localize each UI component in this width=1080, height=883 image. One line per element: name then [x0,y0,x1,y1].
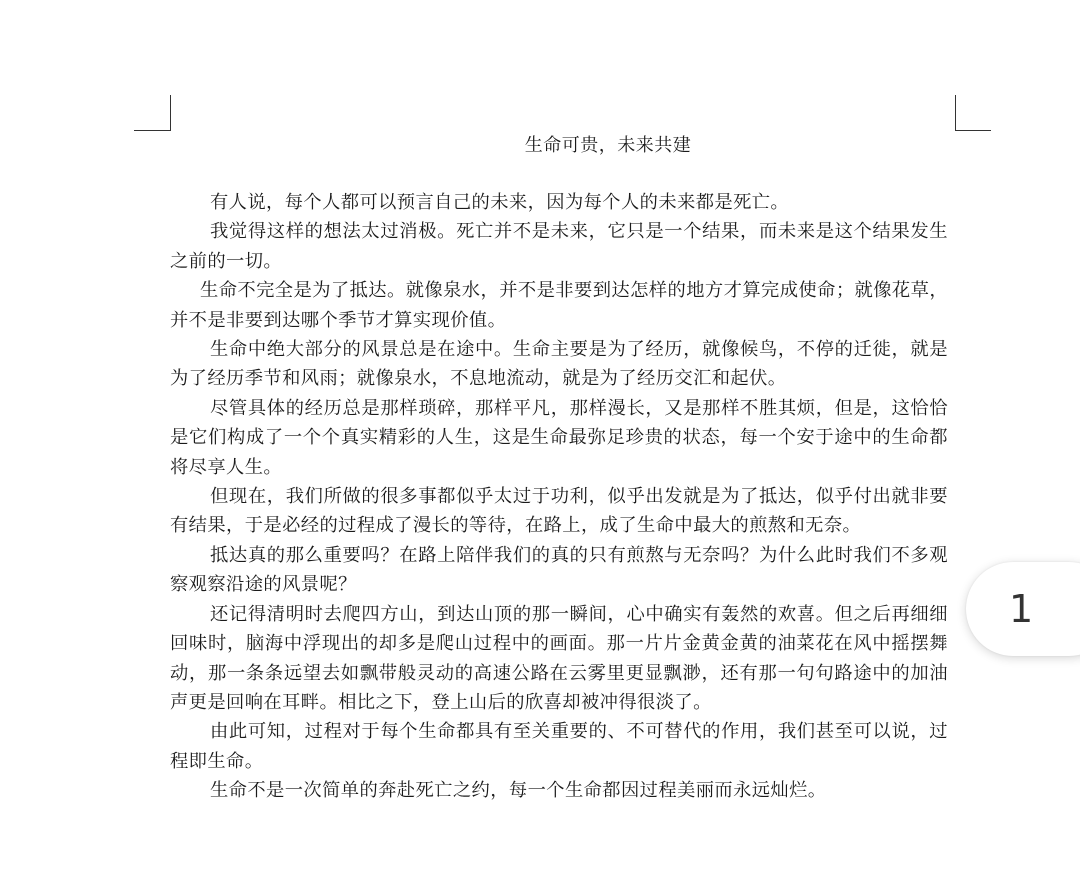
crop-mark-top-right [955,95,991,131]
paragraph: 但现在，我们所做的很多事都似乎太过于功利，似乎出发就是为了抵达，似乎付出就非要有结果，于是必经的过程成了漫长的等待，在路上，成了生命中最大的煎熬和无奈。 [170,486,948,537]
paragraph: 由此可知，过程对于每个生命都具有至关重要的、不可替代的作用，我们甚至可以说，过程即生命。 [170,721,948,772]
crop-mark-top-left [134,95,171,131]
paragraph: 生命不完全是为了抵达。就像泉水，并不是非要到达怎样的地方才算完成使命；就像花草，并不是非要到达哪个季节才算实现价值。 [170,280,948,331]
paragraph: 抵达真的那么重要吗？在路上陪伴我们的真的只有煎熬与无奈吗？为什么此时我们不多观察观察沿途的风景呢？ [170,544,948,596]
document-body [170,188,948,806]
paragraph: 生命中绝大部分的风景总是在途中。生命主要是为了经历，就像候鸟，不停的迁徙，就是为了经历季节和风雨；就像泉水，不息地流动，就是为了经历交汇和起伏。 [170,339,948,390]
page-number: 1 [1009,587,1034,631]
paragraph: 我觉得这样的想法太过消极。死亡并不是未来，它只是一个结果，而未来是这个结果发生之前的一切。 [170,221,948,272]
paragraph: 有人说，每个人都可以预言自己的未来，因为每个人的未来都是死亡。 [210,192,790,213]
paragraph: 尽管具体的经历总是那样琐碎，那样平凡，那样漫长，又是那样不胜其烦，但是，这恰恰是它们构成了一个个真实精彩的人生，这是生命最弥足珍贵的状态，每一个安于途中的生命都将尽享人生。 [170,397,948,478]
document-title: 生命可贵，未来共建 [524,135,692,156]
paragraph: 还记得清明时去爬四方山，到达山顶的那一瞬间，心中确实有轰然的欢喜。但之后再细细回味时，脑海中浮现出的却多是爬山过程中的画面。那一片片金黄金黄的油菜花在风中摇摆舞动，那一条条远望去如飘带般灵动的高速公路在云雾里更显飘渺，还有那一句句路途中的加油声更是回响在耳畔。相比之下，登上山后的欣喜却被冲得很淡了。 [170,603,948,713]
paragraph: 生命不是一次简单的奔赴死亡之约，每一个生命都因过程美丽而永远灿烂。 [210,780,827,802]
